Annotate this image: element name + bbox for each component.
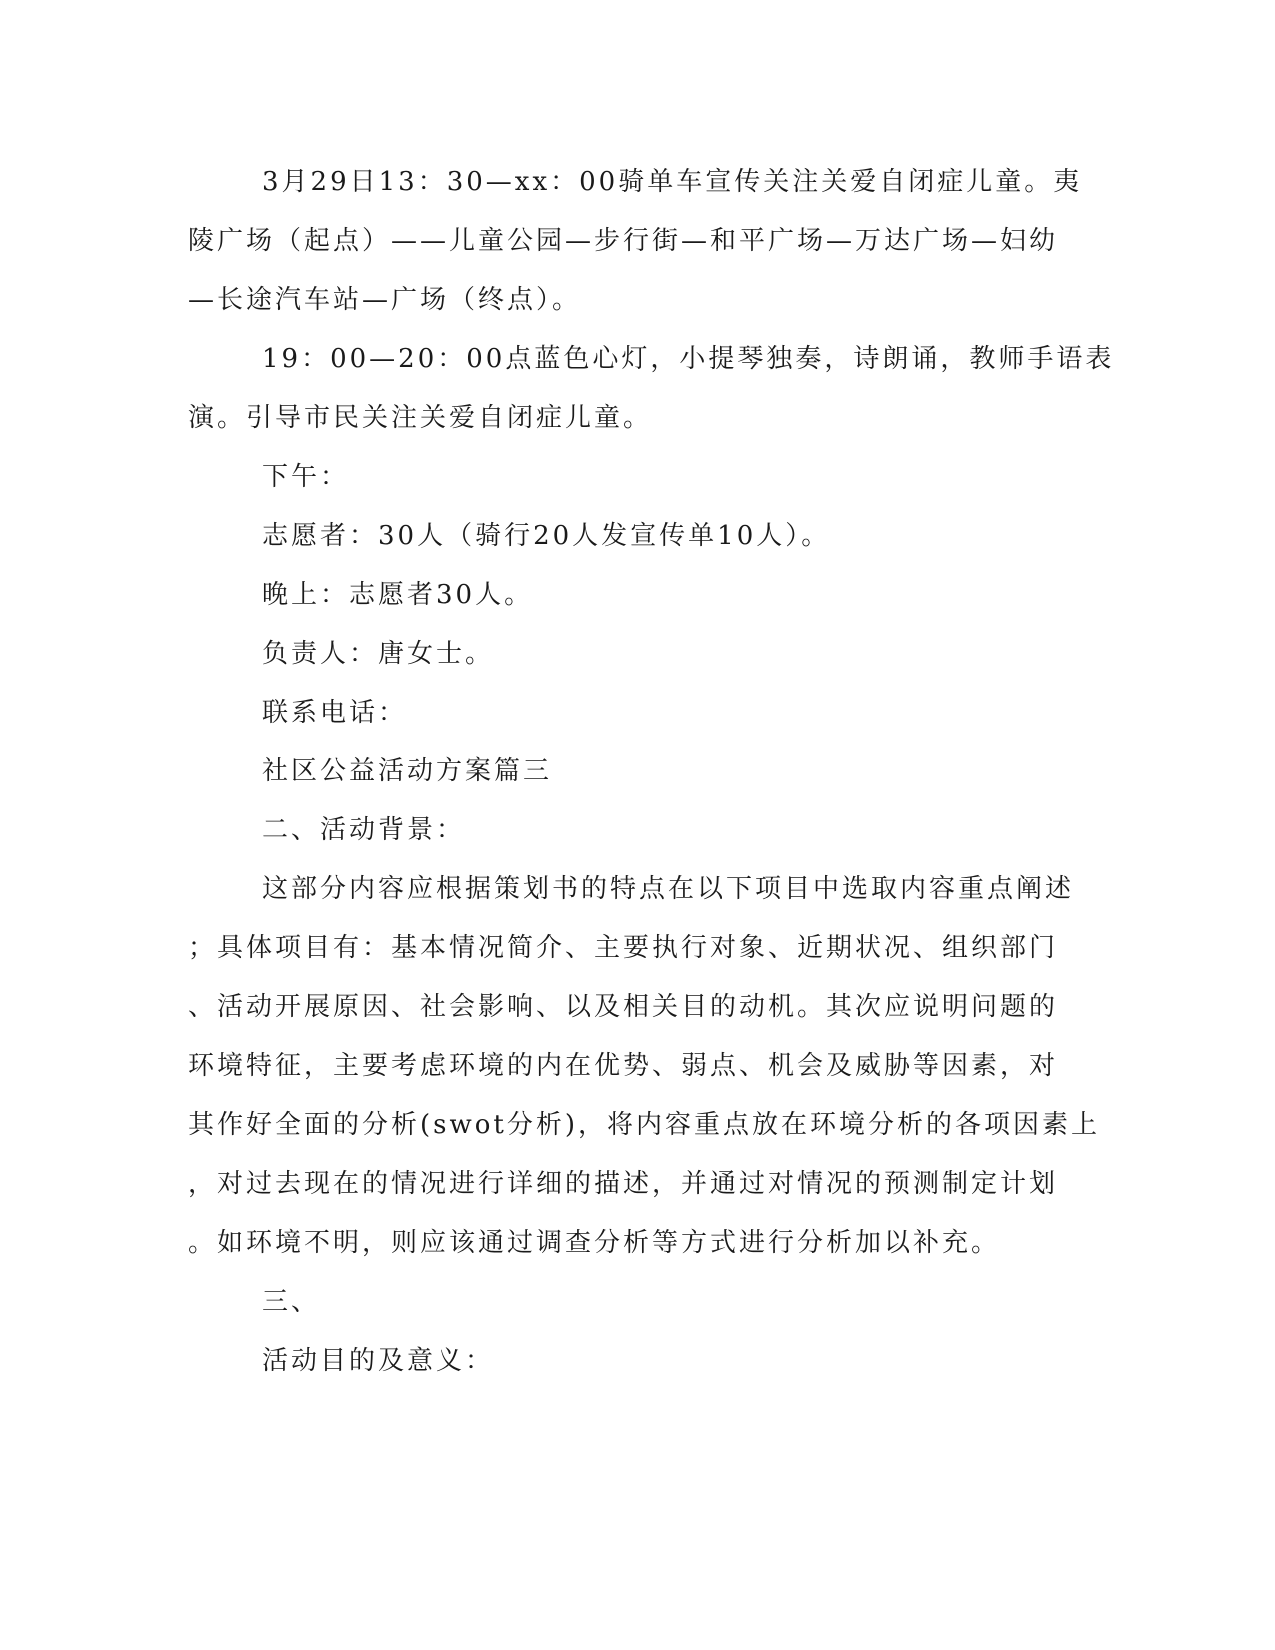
paragraph-line: 、活动开展原因、社会影响、以及相关目的动机。其次应说明问题的 (188, 992, 1059, 1022)
paragraph-line: 3月29日13：30—xx：00骑单车宣传关注关爱自闭症儿童。夷 (262, 167, 1083, 197)
paragraph-line: 环境特征，主要考虑环境的内在优势、弱点、机会及威胁等因素，对 (188, 1051, 1059, 1081)
section-title: 社区公益活动方案篇三 (262, 756, 553, 786)
section-heading: 活动目的及意义： (262, 1346, 495, 1376)
section-heading: 二、活动背景： (262, 815, 466, 845)
section-heading: 三、 (262, 1287, 321, 1317)
paragraph-line: 。如环境不明，则应该通过调查分析等方式进行分析加以补充。 (188, 1228, 1001, 1258)
paragraph-line: 联系电话： (262, 698, 408, 728)
paragraph-line: ；具体项目有：基本情况简介、主要执行对象、近期状况、组织部门 (188, 933, 1059, 963)
paragraph-line: ，对过去现在的情况进行详细的描述，并通过对情况的预测制定计划 (188, 1169, 1059, 1199)
paragraph-line: 19：00—20：00点蓝色心灯，小提琴独奏，诗朗诵，教师手语表 (262, 344, 1115, 374)
paragraph-line: 陵广场（起点）——儿童公园—步行街—和平广场—万达广场—妇幼 (188, 226, 1059, 256)
paragraph-line: 这部分内容应根据策划书的特点在以下项目中选取内容重点阐述 (262, 874, 1075, 904)
paragraph-line: 下午： (262, 462, 350, 492)
paragraph-line: —长途汽车站—广场（终点）。 (188, 285, 582, 315)
paragraph-line: 其作好全面的分析(swot分析)，将内容重点放在环境分析的各项因素上 (188, 1110, 1100, 1140)
paragraph-line: 晚上：志愿者30人。 (262, 580, 534, 610)
paragraph-line: 负责人：唐女士。 (262, 639, 495, 669)
paragraph-line: 演。引导市民关注关爱自闭症儿童。 (188, 403, 653, 433)
paragraph-line: 志愿者：30人（骑行20人发宣传单10人）。 (262, 521, 831, 551)
